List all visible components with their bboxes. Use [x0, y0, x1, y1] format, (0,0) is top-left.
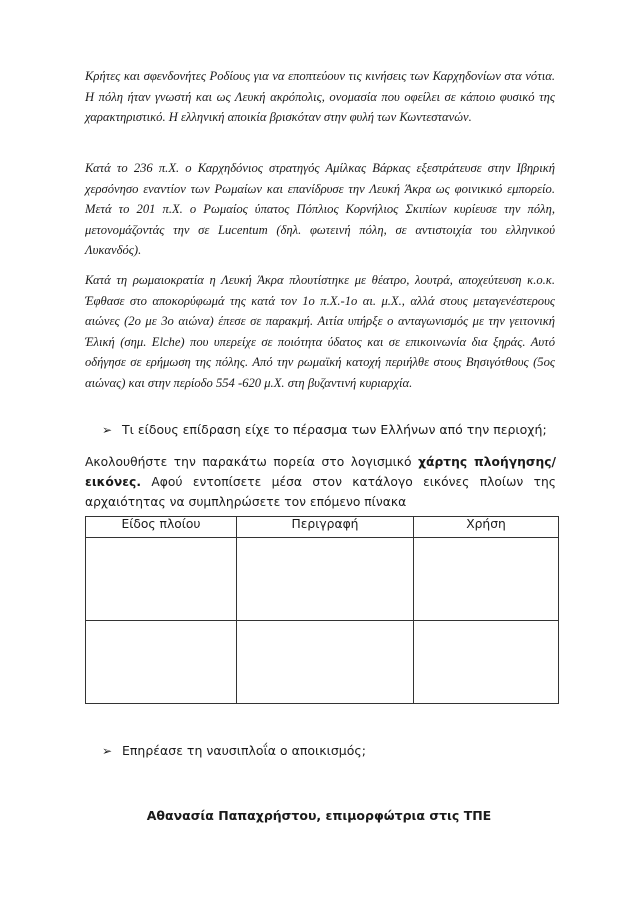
question-1	[102, 420, 562, 440]
history-paragraph-3: Κατά τη ρωμαιοκρατία η Λευκή Άκρα πλουτίστηκε με θέατρο, λουτρά, αποχεύτευση κ.ο.κ. Έφθασε στο αποκορύφωμά της κατά τον 1ο π.Χ.-1ο αι. μ.Χ., αλλά στους μεταγενέστερους αιώνες (2ο με 3ο αιώνα) έπεσε σε παρακμή. Αιτία υπήρξε ο ανταγωνισμός με την γειτονική Έλική (σημ. Elche) που υπερείχε σε ποιότητα ύδατος και σε επικοινωνία δια ξηράς. Αυτό οδήγησε σε ερήμωση της πόλης. Από την ρωμαϊκή κατοχή περιήλθε στους Βησιγότθους (5ος αιώνας) και στην περίοδο 554 -620 μ.Χ. στη βυζαντινή κυριαρχία.	[85, 273, 555, 390]
table-cell[interactable]	[237, 538, 414, 621]
table-cell[interactable]	[237, 621, 414, 704]
instruction-rest: Αφού εντοπίσετε μέσα στον κατάλογο εικόνες πλοίων της αρχαιότητας να συμπληρώσετε τον επόμενο πίνακα	[85, 475, 556, 509]
question-2	[102, 741, 562, 761]
arrow-bullet-icon: ➢	[102, 423, 113, 437]
author-signature: Αθανασία Παπαχρήστου, επιμορφώτρια στις ΤΠΕ	[146, 808, 492, 823]
ship-table	[85, 516, 559, 704]
table-cell[interactable]	[414, 621, 559, 704]
software-path: χάρτης πλοήγησης/εικόνες.	[85, 455, 556, 489]
table-cell[interactable]	[414, 538, 559, 621]
question-1-text: Τι είδους επίδραση είχε το πέρασμα των Ελλήνων από την περιοχή;	[122, 422, 547, 437]
table-header-row	[86, 517, 559, 538]
column-header-ship-type: Είδος πλοίου	[86, 517, 237, 538]
table-cell[interactable]	[86, 621, 237, 704]
instruction-text	[85, 452, 556, 512]
column-header-description: Περιγραφή	[237, 517, 414, 538]
table-row	[86, 538, 559, 621]
instruction-lead: Ακολουθήστε την παρακάτω πορεία στο λογισμικό	[85, 455, 419, 469]
column-header-use: Χρήση	[414, 517, 559, 538]
history-paragraph-1: Κρήτες και σφενδονήτες Ροδίους για να εποπτεύουν τις κινήσεις των Καρχηδονίων στα νότια. Η πόλη ήταν γνωστή και ως Λευκή ακρόπολις, ονομασία που οφείλει σε κάποιο φυσικό της χαρακτηριστικό. Η ελληνική αποικία βρισκόταν στην φυλή των Κωντεστανών.	[85, 69, 555, 124]
table-row	[86, 621, 559, 704]
history-paragraph-2: Κατά το 236 π.Χ. ο Καρχηδόνιος στρατηγός Αμίλκας Βάρκας εξεστράτευσε στην Ιβηρική χερσόνησο εναντίον των Ρωμαίων και επανίδρυσε την Λευκή Άκρα ως φοινικικό εμπορείο. Μετά το 201 π.Χ. ο Ρωμαίος ύπατος Πόπλιος Κορνήλιος Σκιπίων κυρίευσε την πόλη, μετονομάζοντάς την σε Lucentum (δηλ. φωτεινή πόλη, σε αντιστοιχία του ελληνικού Λυκανδός).	[85, 161, 555, 257]
table-cell[interactable]	[86, 538, 237, 621]
arrow-bullet-icon: ➢	[102, 744, 113, 758]
question-2-text: Επηρέασε τη ναυσιπλοΐα ο αποικισμός;	[122, 743, 366, 758]
